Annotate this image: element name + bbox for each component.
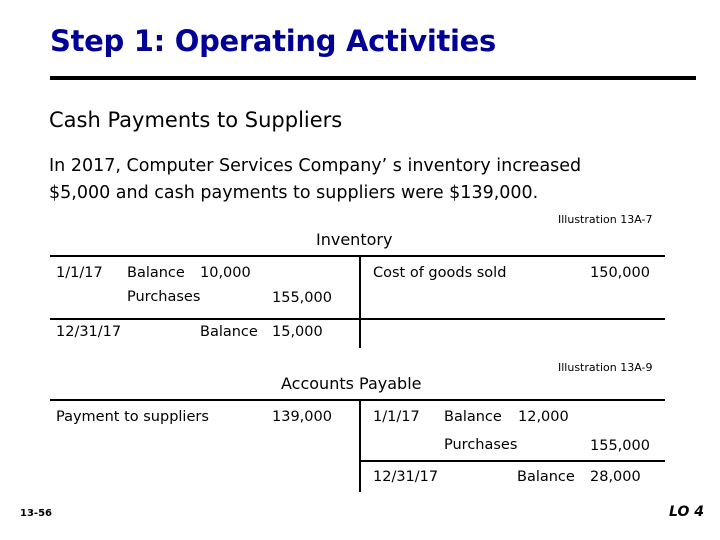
slide-number: 13-56 <box>20 508 52 519</box>
inventory-balance-1-value: 10,000 <box>200 265 251 281</box>
ap-balance-2-value: 28,000 <box>590 469 641 485</box>
inventory-balance-1-label: Balance <box>127 265 185 281</box>
inventory-balance-2-label: Balance <box>200 324 258 340</box>
inventory-date-1: 1/1/17 <box>56 265 103 281</box>
ap-balance-1-label: Balance <box>444 409 502 425</box>
ap-balance-1-value: 12,000 <box>518 409 569 425</box>
ap-t-horizontal <box>50 399 665 401</box>
slide-title: Step 1: Operating Activities <box>50 24 497 58</box>
title-rule <box>50 76 696 80</box>
ap-date-2: 12/31/17 <box>373 469 439 485</box>
inventory-t-vertical <box>359 256 361 348</box>
ap-illustration-label: Illustration 13A-9 <box>558 361 653 374</box>
ap-date-1: 1/1/17 <box>373 409 420 425</box>
ap-payment-value: 139,000 <box>272 409 332 425</box>
ap-balance-2-label: Balance <box>517 469 575 485</box>
subheading: Cash Payments to Suppliers <box>49 108 343 132</box>
inventory-cogs-value: 150,000 <box>590 265 650 281</box>
inventory-t-horizontal <box>50 255 665 257</box>
inventory-purchases-label: Purchases <box>127 289 201 305</box>
inventory-purchases-value: 155,000 <box>272 290 332 306</box>
inventory-balance-rule <box>50 318 665 320</box>
inventory-balance-2-value: 15,000 <box>272 324 323 340</box>
inventory-date-2: 12/31/17 <box>56 324 122 340</box>
inventory-account-title: Inventory <box>316 230 393 249</box>
ap-purchases-value: 155,000 <box>590 438 650 454</box>
intro-text <box>49 153 581 207</box>
learning-objective-label: LO 4 <box>669 504 704 520</box>
inventory-cogs-label: Cost of goods sold <box>373 265 507 281</box>
ap-t-vertical <box>359 400 361 492</box>
ap-balance-rule <box>360 460 665 462</box>
inventory-illustration-label: Illustration 13A-7 <box>558 213 653 226</box>
intro-line-2: $5,000 and cash payments to suppliers were $139,000. <box>49 183 539 203</box>
intro-line-1: In 2017, Computer Services Company’ s inventory increased <box>49 156 582 176</box>
ap-purchases-label: Purchases <box>444 437 518 453</box>
ap-payment-label: Payment to suppliers <box>56 409 209 425</box>
ap-account-title: Accounts Payable <box>281 374 422 393</box>
